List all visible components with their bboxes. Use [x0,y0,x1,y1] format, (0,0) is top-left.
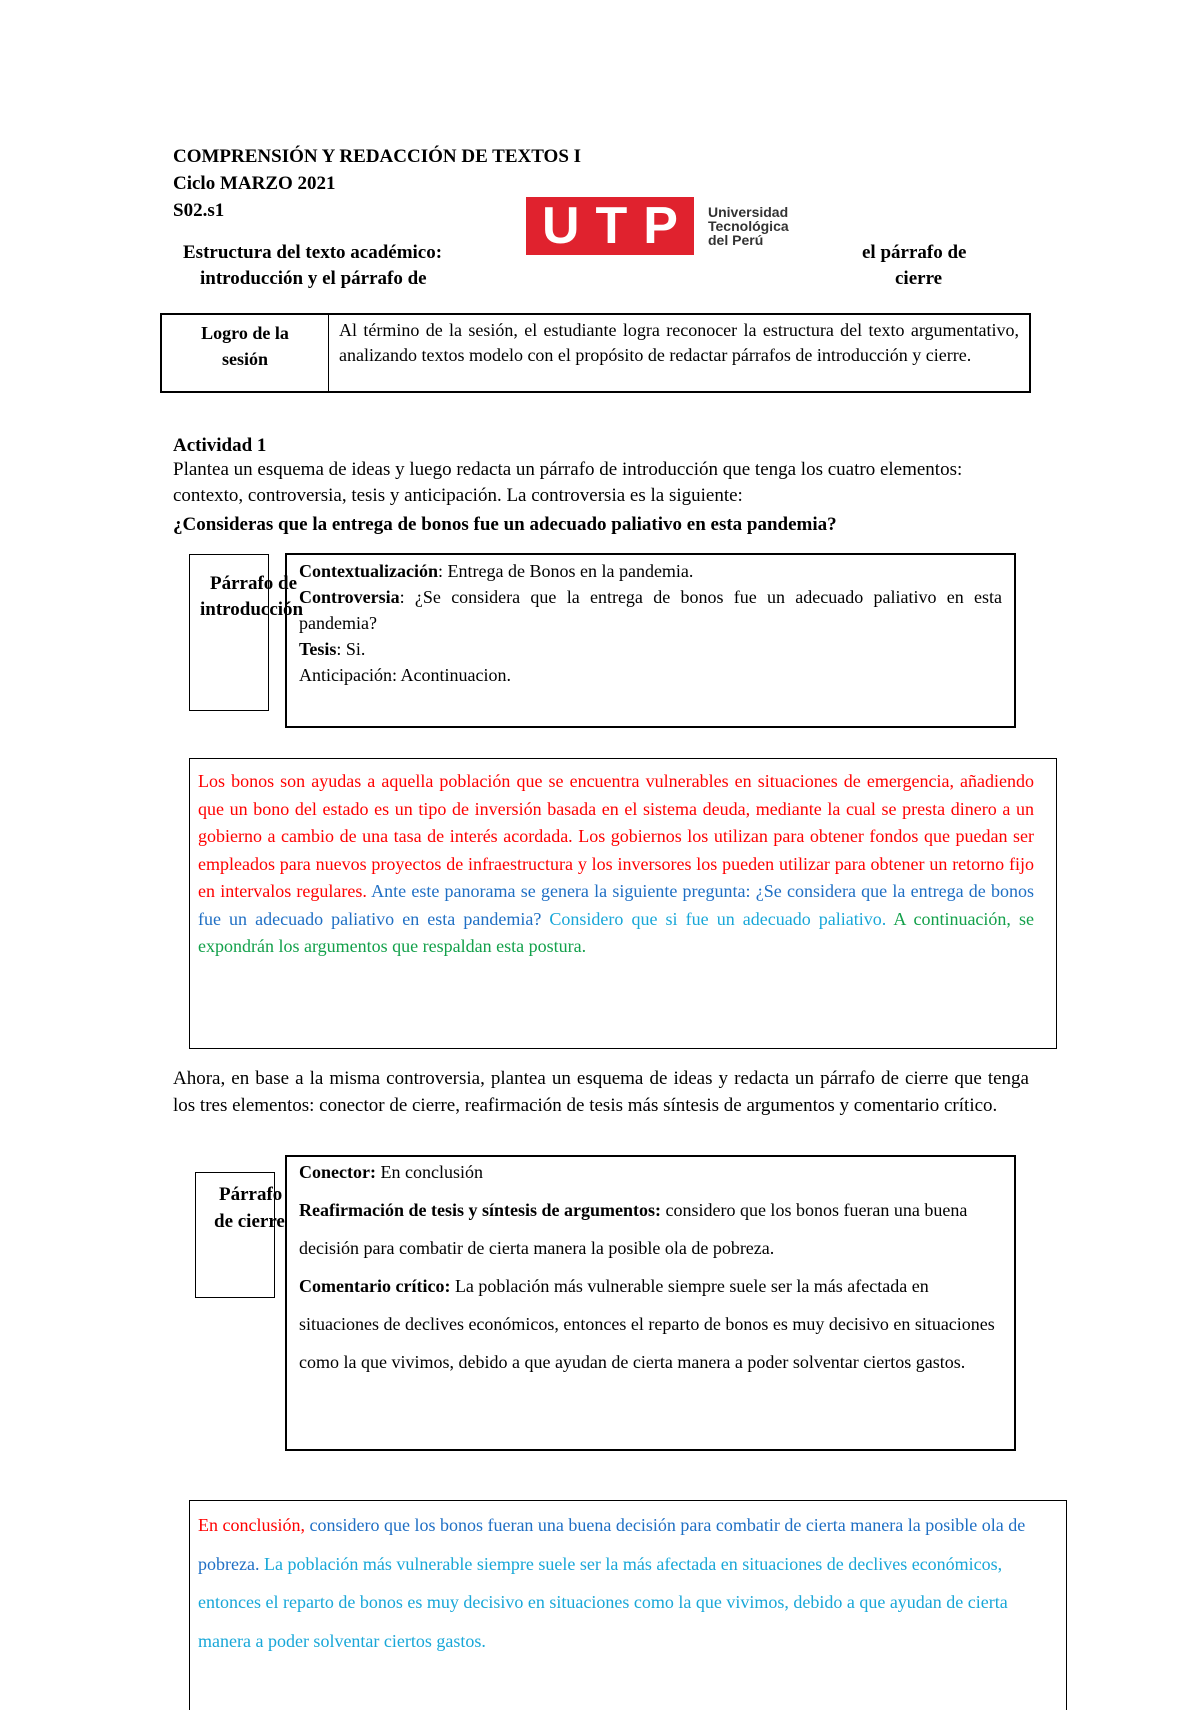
activity-question: ¿Consideras que la entrega de bonos fue un adecuado paliativo en esta pandemia? [173,514,837,535]
activity-title: Actividad 1 [173,435,267,456]
anticipation-line: Anticipación: Acontinuacion. [299,665,511,685]
achievement-text: Al término de la sesión, el estudiante logra reconocer la estructura del texto argumentativo, analizando textos modelo con el propósito de redactar párrafos de introducción y cierre. [339,320,1019,365]
intro-scheme-content [287,555,1014,691]
intro-controversy-text: Ante este panorama se genera la siguiente pregunta: ¿Se considera que la entrega de bonos fue un adecuado paliativo en esta pandemia? [198,881,1034,929]
logo-text [708,205,789,247]
intro-thesis-text: Considero que si fue un adecuado paliativo. [541,908,887,929]
achievement-table [160,313,1031,393]
intro-scheme-box [285,553,1016,728]
logo-letter-u: U [541,197,580,255]
critical-line: Comentario crítico: La población más vulnerable siempre suele ser la más afectada en situaciones de declives económicos, entonces el reparto de bonos es muy decisivo en situaciones como la que vivimos, debido a que ayudan de cierta manera a poder solventar ciertos gastos. [299,1276,995,1372]
logo-letter-p: P [643,197,678,255]
closing-scheme-label: Párrafo de cierre [214,1184,285,1232]
logo-line-2: Tecnológica [708,218,789,234]
logo-letter-t: T [595,197,628,255]
reaffirm-line: Reafirmación de tesis y síntesis de argumentos: considero que los bonos fueran una buena decisión para combatir de cierta manera la posible ola de pobreza. [299,1200,968,1258]
intro-anticipation-text: A continuación, se expondrán los argumentos que respaldan esta postura. [198,908,1034,956]
achievement-label-cell [162,315,329,391]
title-left-2: introducción y el párrafo de [200,268,427,289]
closing-paragraph [190,1501,1066,1660]
intro-context-text: Los bonos son ayudas a aquella población que se encuentra vulnerables en situaciones de emergencia, añadiendo que un bono del estado es un tipo de inversión basada en el sistema deuda, mediante la cual se presta dinero a un gobierno a cambio de una tasa de interés acordada. Los gobiernos los utilizan para obtener fondos que puedan ser empleados para nuevos proyectos de infraestructura y los inversores los pueden utilizar para obtener un retorno fijo en intervalos regulares. [198,771,1034,901]
closing-comment-text: La población más vulnerable siempre suele ser la más afectada en situaciones de declives económicos, entonces el reparto de bonos es muy decisivo en situaciones como la que vivimos, debido a que ayudan de cierta manera a poder solventar ciertos gastos. [198,1553,1008,1651]
closing-connector-text: En conclusión, [198,1515,305,1535]
closing-instructions: Ahora, en base a la misma controversia, plantea un esquema de ideas y redacta un párrafo de cierre que tenga los tres elementos: conector de cierre, reafirmación de tesis más síntesis de argumentos y comentario crítico. [173,1068,1029,1116]
intro-paragraph [190,759,1056,961]
intro-scheme-label: Párrafo de introducción [200,573,304,620]
logo-line-1: Universidad [708,204,789,220]
achievement-label: Logro de la sesión [201,323,289,369]
closing-scheme-box [285,1155,1016,1451]
intro-paragraph-box [189,758,1057,1049]
closing-scheme-content [287,1157,1014,1383]
closing-thesis-text: considero que los bonos fueran una buena decisión para combatir de cierta manera la posible ola de pobreza. [198,1515,1026,1574]
logo-mark [526,197,694,255]
title-right-2: cierre [895,268,943,289]
context-line: Contextualización: Entrega de Bonos en la pandemia. [299,561,694,581]
cycle-label: Ciclo MARZO 2021 [173,173,336,194]
connector-line: Conector: En conclusión [299,1162,483,1182]
session-code: S02.s1 [173,200,225,221]
logo-line-3: del Perú [708,232,764,248]
controversy-line: Controversia: ¿Se considera que la entrega de bonos fue un adecuado paliativo en esta pandemia? [299,587,1002,633]
course-title: COMPRENSIÓN Y REDACCIÓN DE TEXTOS I [173,146,582,167]
title-right-1: el párrafo de [862,242,967,263]
thesis-line: Tesis: Si. [299,639,366,659]
activity-instructions: Plantea un esquema de ideas y luego redacta un párrafo de introducción que tenga los cuatro elementos: contexto, controversia, tesis y anticipación. La controversia es la siguiente: [173,459,963,506]
title-left-1: Estructura del texto académico: [183,242,443,263]
utp-logo [526,197,796,257]
closing-paragraph-box [189,1500,1067,1710]
